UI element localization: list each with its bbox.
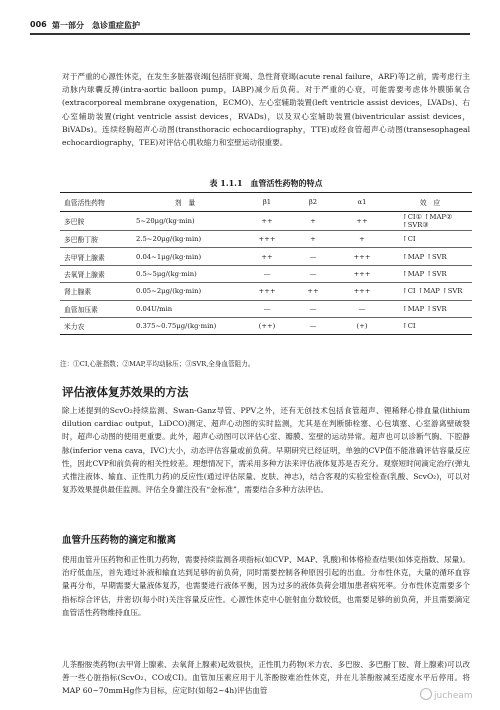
drug-effect: ↑CI bbox=[388, 231, 472, 248]
alpha1-value: ++ bbox=[336, 212, 388, 231]
beta1-value: +++ bbox=[244, 283, 290, 300]
drug-name: 去氧肾上腺素 bbox=[60, 265, 126, 282]
drug-effect: ↑MAP ↑SVR bbox=[388, 248, 472, 265]
beta1-value: — bbox=[244, 300, 290, 317]
paragraph-catecholamines: 儿茶酚胺类药物(去甲肾上腺素、去氧肾上腺素)起效很快，正性肌力药物(米力农、多巴胺、多巴酚丁胺、肾上腺素)可以改善一些心脏指标(ScvO₂、CO或CI)。血管加压素应用于儿茶酚胺难治性休克，并在儿茶酚胺减至适度水平后停用。将MAP 60~70mmHg作为目标，应定时(如每2~4h)评估血管 bbox=[62, 660, 470, 696]
beta2-value: — bbox=[290, 265, 336, 282]
alpha1-value: — bbox=[336, 300, 388, 317]
section-heading: 评估液体复苏效果的方法 bbox=[62, 385, 189, 399]
drug-dose: 0.5~5μg/(kg·min) bbox=[126, 265, 244, 282]
table-header-row bbox=[60, 193, 472, 212]
drug-name: 多巴胺 bbox=[60, 212, 126, 231]
drug-effect: ↑CI① ↑MAP② ↑SVR③ bbox=[388, 212, 472, 231]
header-effect: 效 应 bbox=[388, 193, 472, 212]
alpha1-value: +++ bbox=[336, 265, 388, 282]
table-footnote: 注：①CI,心脏指数；②MAP,平均动脉压；③SVR,全身血管阻力。 bbox=[60, 360, 255, 368]
drug-dose: 2.5~20μg/(kg·min) bbox=[126, 231, 244, 248]
table-row bbox=[60, 283, 472, 300]
alpha1-value: +++ bbox=[336, 283, 388, 300]
table-row bbox=[60, 300, 472, 317]
alpha1-value: (+) bbox=[336, 317, 388, 334]
header-beta2: β2 bbox=[290, 193, 336, 212]
header-drug: 血管活性药物 bbox=[60, 193, 126, 212]
beta1-value: (++) bbox=[244, 317, 290, 334]
drug-name: 米力农 bbox=[60, 317, 126, 334]
header-alpha1: α1 bbox=[336, 193, 388, 212]
drug-effect: ↑CI ↑MAP ↑SVR bbox=[388, 283, 472, 300]
paragraph-monitoring-methods: 除上述提到的ScvO₂持续监测、Swan-Ganz导管、PPV之外，还有无创技术包括食管超声、锂稀释心排血量(lithium dilution cardiac output，LiDCO)测定、超声心动图的实时监测，尤其是在判断肺栓塞、心包填塞、心室游离壁破裂时，超声心动图的使用更重要。此外，超声心动图可以评估心室、瓣膜、室壁的运动异常。超声也可以诊断气胸、下腔静脉(inferior vena cava，IVC)大小，动态评估容量或前负荷。早期研究已经证明，单独的CVP值不能准确评估容量反应性，因此CVP和前负荷的相关性较差。理想情况下，需采用多种方法来评估液体复苏是否充分。观察短时间滴定治疗(弹丸式推注液体、输血、正性肌力药)的反应性(通过评估尿量、皮肤、神志)，结合客观的实验室检查(乳酸、ScvO₂)，可以对复苏效果提供最佳监测。评估全身灌注没有“金标准”，需要结合多种方法评估。 bbox=[62, 406, 470, 495]
table-row bbox=[60, 265, 472, 282]
beta2-value: ++ bbox=[290, 283, 336, 300]
beta2-value: — bbox=[290, 248, 336, 265]
table-row bbox=[60, 317, 472, 334]
beta2-value: — bbox=[290, 317, 336, 334]
drug-dose: 5~20μg/(kg·min) bbox=[126, 212, 244, 231]
beta2-value: + bbox=[290, 231, 336, 248]
drug-dose: 0.05~2μg/(kg·min) bbox=[126, 283, 244, 300]
table-row bbox=[60, 231, 472, 248]
beta1-value: — bbox=[244, 265, 290, 282]
drug-name: 血管加压素 bbox=[60, 300, 126, 317]
vasoactive-drug-table bbox=[60, 192, 472, 335]
table-row bbox=[60, 212, 472, 231]
beta1-value: ++ bbox=[244, 248, 290, 265]
drug-name: 多巴酚丁胺 bbox=[60, 231, 126, 248]
drug-name: 去甲肾上腺素 bbox=[60, 248, 126, 265]
drug-dose: 0.375~0.75μg/(kg·min) bbox=[126, 317, 244, 334]
drug-effect: ↑MAP ↑SVR bbox=[388, 300, 472, 317]
paragraph-cardiogenic-shock: 对于严重的心源性休克，在发生多脏器衰竭[包括肝衰竭、急性肾衰竭(acute renal failure，ARF)等]之前，需考虑行主动脉内球囊反搏(intra-aortic balloon pump，IABP)减少后负荷。对于严重的心衰，可能需要考虑体外膜肺氧合(extracorporeal membrane oxygenation，ECMO)、左心室辅助装置(left ventricle assist devices，LVADs)、右心室辅助装置(right ventricle assist devices，RVADs)，以及双心室辅助装置(biventricular assist devices，BiVADs)。连续经胸超声心动图(transthoracic echocardiography，TTE)或经食管超声心动图(transesophageal echocardiography，TEE)对评估心肌收缩力和室壁运动很重要。 bbox=[62, 72, 470, 148]
drug-effect: ↑MAP ↑SVR bbox=[388, 265, 472, 282]
beta1-value: ++ bbox=[244, 212, 290, 231]
table-row bbox=[60, 248, 472, 265]
header-dose: 剂 量 bbox=[126, 193, 244, 212]
watermark-logo-icon bbox=[420, 688, 432, 700]
drug-dose: 0.04U/min bbox=[126, 300, 244, 317]
watermark bbox=[420, 688, 473, 701]
alpha1-value: +++ bbox=[336, 248, 388, 265]
page-number: 006 bbox=[30, 20, 47, 29]
beta1-value: +++ bbox=[244, 231, 290, 248]
page-header bbox=[30, 20, 470, 34]
beta2-value: — bbox=[290, 300, 336, 317]
drug-effect: ↑CI bbox=[388, 317, 472, 334]
running-head: 第一部分 急诊重症监护 bbox=[52, 21, 140, 30]
header-beta1: β1 bbox=[244, 193, 290, 212]
alpha1-value: + bbox=[336, 231, 388, 248]
table-caption: 表 1.1.1 血管活性药物的特点 bbox=[209, 178, 323, 188]
watermark-text: jucheam bbox=[434, 691, 473, 701]
header-rule bbox=[30, 33, 470, 35]
beta2-value: + bbox=[290, 212, 336, 231]
paragraph-vasopressor-use: 使用血管升压药物和正性肌力药物，需要持续监测各项指标(如CVP、MAP、乳酸)和体格检查结果(如体克指数、尿量)。治疗低血压，首先通过补液和输血达到足够的前负荷，同时需要控制各种原因引起的出血。分布性休克，大量的循环血容量再分布，早期需要大量液体复苏，也需要进行液体平衡，因为过多的液体负荷会增加患者病死率。分布性休克需要多个指标综合评估，并密切(每小时)关注容量反应性。心源性休克中心脏射血分数较低，也需要足够的前负荷，并且需要滴定血管活性药物维持血压。 bbox=[62, 555, 470, 617]
drug-name: 肾上腺素 bbox=[60, 283, 126, 300]
drug-dose: 0.04~1μg/(kg·min) bbox=[126, 248, 244, 265]
subsection-heading: 血管升压药物的滴定和撤离 bbox=[62, 535, 177, 546]
